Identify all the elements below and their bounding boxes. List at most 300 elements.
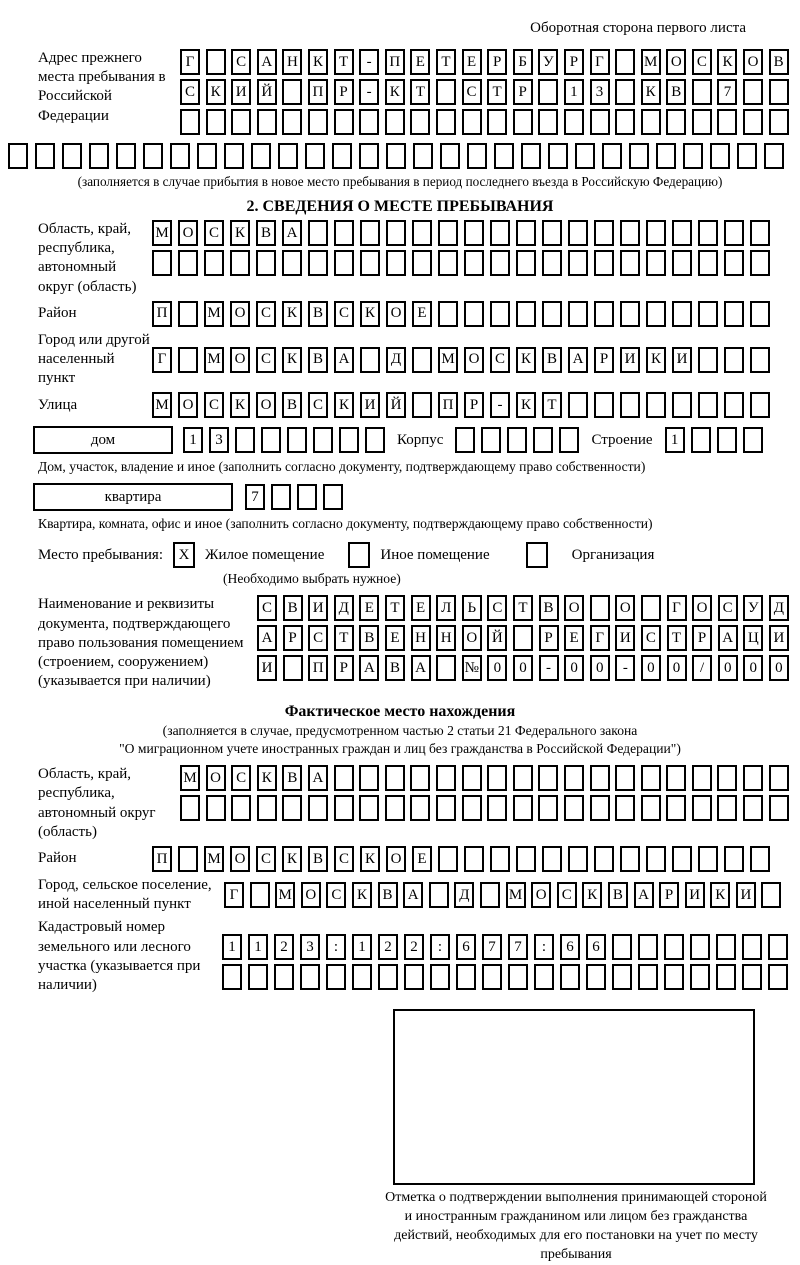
char-cell [490,301,510,327]
char-cell: К [641,79,661,105]
char-cell [62,143,82,169]
char-cell [282,109,302,135]
confirmation-stamp-box [393,1009,755,1185]
char-cell [769,795,789,821]
char-cell [462,795,482,821]
char-cell: О [230,347,250,373]
char-cell [480,882,500,908]
char-cell [602,143,622,169]
char-cell [750,250,770,276]
char-cell: В [282,765,302,791]
char-cell: О [230,846,250,872]
char-cell [590,109,610,135]
char-cell: И [615,625,635,651]
char-cell: О [178,392,198,418]
char-cell: 6 [560,934,580,960]
char-row [152,220,770,246]
prev-address-rows [180,49,789,135]
char-row [257,625,789,651]
char-cell: О [531,882,551,908]
char-cell [178,846,198,872]
char-cell: 1 [352,934,372,960]
char-cell: 0 [513,655,533,681]
char-cell [378,964,398,990]
char-cell [404,964,424,990]
char-cell [641,795,661,821]
char-cell: Т [542,392,562,418]
char-cell [359,765,379,791]
char-cell [646,392,666,418]
char-cell: 1 [564,79,584,105]
region-label: Область, край, республика, автономный округ (область) [38,221,137,295]
char-cell: В [378,882,398,908]
char-cell [534,964,554,990]
char-cell: А [568,347,588,373]
char-cell: 6 [586,934,606,960]
char-cell: 2 [378,934,398,960]
char-cell [282,250,302,276]
house-type-box: дом [33,426,173,454]
char-cell: Е [412,301,432,327]
char-cell [769,765,789,791]
char-cell [257,795,277,821]
char-cell [750,347,770,373]
char-cell: Е [462,49,482,75]
char-cell [594,392,614,418]
char-cell: С [692,49,712,75]
char-cell [308,220,328,246]
char-cell: О [462,625,482,651]
char-cell [761,882,781,908]
char-cell: 0 [718,655,738,681]
char-cell [230,250,250,276]
char-cell: : [534,934,554,960]
char-cell: Д [334,595,354,621]
document-block [8,595,792,691]
char-cell: Т [334,625,354,651]
char-cell [750,220,770,246]
char-cell [672,250,692,276]
char-cell [750,392,770,418]
char-cell: 2 [274,934,294,960]
char-cell: М [152,392,172,418]
char-cell [332,143,352,169]
char-cell [224,143,244,169]
house-row [33,426,792,454]
char-cell: Р [283,625,303,651]
char-cell [692,109,712,135]
char-row-full-width [8,143,792,169]
char-cell: 0 [590,655,610,681]
char-cell [590,765,610,791]
char-cell: 1 [183,427,203,453]
char-cell: О [301,882,321,908]
char-cell [724,392,744,418]
char-cell [538,765,558,791]
char-cell [692,79,712,105]
char-row [152,301,770,327]
char-cell [235,427,255,453]
district-block [8,301,792,327]
char-cell [334,795,354,821]
char-cell [89,143,109,169]
char-cell [641,109,661,135]
char-cell: 2 [404,934,424,960]
char-cell: В [308,846,328,872]
char-cell: П [308,79,328,105]
char-cell: У [538,49,558,75]
char-cell [724,347,744,373]
char-cell [287,427,307,453]
char-cell [308,109,328,135]
char-cell [672,301,692,327]
char-cell [339,427,359,453]
char-cell: А [634,882,654,908]
char-cell: Е [359,595,379,621]
char-cell: Е [412,846,432,872]
char-cell [385,795,405,821]
char-cell: С [231,49,251,75]
char-cell [482,964,502,990]
actual-region-block [8,765,792,842]
actual-location-note-2: "О миграционном учете иностранных граждан и лиц без гражданства в Российской Федерации") [119,741,681,757]
char-cell [743,795,763,821]
char-cell [542,220,562,246]
char-cell [672,220,692,246]
char-cell [559,427,579,453]
char-cell: 0 [743,655,763,681]
stamp-caption: Отметка о подтверждении выполнения принимающей стороной и иностранным гражданином или лицом без гражданства действий, необходимых для его постановки на учет по месту пребывания [385,1190,767,1262]
char-cell [646,250,666,276]
char-cell [206,795,226,821]
char-cell [516,846,536,872]
document-label: Наименование и реквизиты документа, подтверждающего право пользования помещением (строением, сооружением) (указывается при наличии) [38,596,244,690]
char-cell: М [506,882,526,908]
char-cell [385,765,405,791]
char-row [180,765,789,791]
char-cell [204,250,224,276]
char-cell: : [430,934,450,960]
char-row [180,79,789,105]
char-cell: В [308,347,328,373]
char-cell [455,427,475,453]
char-cell: Г [180,49,200,75]
char-cell [462,765,482,791]
char-cell [436,795,456,821]
char-cell [410,765,430,791]
char-cell: И [360,392,380,418]
char-cell [35,143,55,169]
char-cell [438,846,458,872]
char-cell: / [692,655,712,681]
char-cell [717,427,737,453]
char-cell: С [256,301,276,327]
char-cell [412,392,432,418]
char-cell [692,795,712,821]
apartment-note: Квартира, комната, офис и иное (заполнить согласно документу, подтверждающему право собственности) [38,516,653,532]
char-row [180,49,789,75]
char-cell [542,846,562,872]
char-cell: К [717,49,737,75]
char-cell: Т [667,625,687,651]
city-block [8,331,792,389]
house-note: Дом, участок, владение и иное (заполнить согласно документу, подтверждающему право собственности) [38,459,646,475]
char-cell [412,220,432,246]
char-cell: П [438,392,458,418]
char-cell [743,765,763,791]
char-cell: В [385,655,405,681]
char-cell: Д [769,595,789,621]
char-cell: - [359,49,379,75]
char-cell: Н [411,625,431,651]
char-cell: В [608,882,628,908]
char-cell [690,964,710,990]
char-cell: 3 [300,934,320,960]
char-cell: С [308,625,328,651]
char-cell [170,143,190,169]
char-cell [646,220,666,246]
char-cell [430,964,450,990]
char-cell: И [736,882,756,908]
char-cell: Й [257,79,277,105]
char-cell [742,964,762,990]
district-label: Район [38,305,77,322]
char-cell [666,765,686,791]
char-cell [620,846,640,872]
char-cell [590,795,610,821]
char-cell: А [359,655,379,681]
char-cell [516,220,536,246]
char-cell [724,846,744,872]
char-cell: 1 [665,427,685,453]
char-cell: С [490,347,510,373]
char-cell: 3 [209,427,229,453]
char-cell [516,301,536,327]
char-cell [334,220,354,246]
char-cell [513,625,533,651]
char-cell: А [411,655,431,681]
char-cell [542,250,562,276]
char-cell: 6 [456,934,476,960]
char-cell [231,109,251,135]
char-cell [538,109,558,135]
char-cell [612,934,632,960]
char-cell [490,250,510,276]
char-cell [180,109,200,135]
char-cell [385,109,405,135]
char-cell [750,301,770,327]
char-cell [513,795,533,821]
char-cell [222,964,242,990]
char-cell [690,934,710,960]
char-cell: К [206,79,226,105]
char-cell [206,109,226,135]
char-cell [698,220,718,246]
char-cell [737,143,757,169]
char-cell [724,220,744,246]
char-cell: К [282,301,302,327]
char-cell [410,795,430,821]
char-cell: В [666,79,686,105]
char-cell: С [231,765,251,791]
char-cell [768,934,788,960]
char-cell [717,765,737,791]
char-cell [594,250,614,276]
char-cell: Г [590,625,610,651]
char-cell [359,143,379,169]
char-cell: - [539,655,559,681]
char-cell: Р [659,882,679,908]
char-cell [438,301,458,327]
char-cell: К [257,765,277,791]
char-row [222,964,788,990]
char-cell [143,143,163,169]
char-cell: Н [436,625,456,651]
char-cell: И [685,882,705,908]
char-cell: В [282,392,302,418]
char-cell [586,964,606,990]
char-cell [615,765,635,791]
char-cell [717,795,737,821]
char-cell [178,250,198,276]
char-cell [710,143,730,169]
char-cell: 1 [222,934,242,960]
checkbox-organization [526,542,548,568]
char-cell: С [334,846,354,872]
char-row-stroenie [665,427,763,453]
prev-address-block [8,49,792,135]
char-cell [410,109,430,135]
char-cell: Е [564,625,584,651]
char-cell: В [539,595,559,621]
char-row [257,595,789,621]
char-cell [386,143,406,169]
char-cell [672,392,692,418]
char-cell: М [641,49,661,75]
char-cell: Д [386,347,406,373]
char-cell: Т [385,595,405,621]
char-cell [278,143,298,169]
char-cell [464,846,484,872]
char-row [152,846,770,872]
char-cell [716,964,736,990]
char-cell [564,109,584,135]
char-cell: А [257,625,277,651]
char-cell [620,301,640,327]
char-cell: С [256,347,276,373]
char-cell: А [718,625,738,651]
char-cell [206,49,226,75]
char-cell: 0 [769,655,789,681]
char-cell [436,765,456,791]
actual-district-label: Район [38,850,77,867]
char-cell: О [178,220,198,246]
char-cell: К [282,846,302,872]
char-cell: О [666,49,686,75]
char-cell: К [308,49,328,75]
char-cell: В [256,220,276,246]
char-cell: О [692,595,712,621]
char-cell [494,143,514,169]
char-cell [629,143,649,169]
char-cell [360,250,380,276]
char-row [224,882,781,908]
char-cell [612,964,632,990]
char-cell: 0 [641,655,661,681]
char-cell [750,846,770,872]
char-cell [768,964,788,990]
checkbox-other-premises [348,542,370,568]
char-cell [698,347,718,373]
char-cell [178,301,198,327]
char-cell [672,846,692,872]
char-cell [769,79,789,105]
char-cell [313,427,333,453]
char-cell [568,250,588,276]
option-other-premises-label: Иное помещение [380,546,490,563]
char-cell [646,846,666,872]
char-cell: М [204,301,224,327]
char-cell [412,347,432,373]
char-cell: Р [594,347,614,373]
char-cell [533,427,553,453]
char-cell [638,934,658,960]
char-cell [308,795,328,821]
char-cell: К [230,392,250,418]
char-cell: К [710,882,730,908]
char-cell [359,795,379,821]
char-cell [197,143,217,169]
char-cell [360,347,380,373]
char-row [152,392,770,418]
char-cell: - [359,79,379,105]
char-cell: К [516,347,536,373]
apartment-row [33,483,792,511]
char-cell: Б [513,49,533,75]
char-cell [467,143,487,169]
char-cell [717,109,737,135]
char-cell: К [334,392,354,418]
char-cell [352,964,372,990]
char-cell: Е [410,49,430,75]
char-cell: И [672,347,692,373]
char-cell [743,427,763,453]
char-cell: С [487,595,507,621]
char-cell [716,934,736,960]
char-cell: Й [487,625,507,651]
char-cell [656,143,676,169]
korpus-label: Корпус [397,431,444,448]
char-row [180,109,789,135]
char-cell: Н [282,49,302,75]
char-cell: О [615,595,635,621]
char-cell: П [308,655,328,681]
char-cell [564,795,584,821]
char-cell: Л [436,595,456,621]
char-cell [487,795,507,821]
char-cell: Р [564,49,584,75]
char-cell: А [308,765,328,791]
char-cell [334,250,354,276]
char-cell: М [204,347,224,373]
char-cell [594,220,614,246]
char-cell [334,765,354,791]
section2-title: 2. СВЕДЕНИЯ О МЕСТЕ ПРЕБЫВАНИЯ [246,198,554,215]
char-cell [462,109,482,135]
char-cell [429,882,449,908]
char-cell [664,964,684,990]
char-cell [440,143,460,169]
